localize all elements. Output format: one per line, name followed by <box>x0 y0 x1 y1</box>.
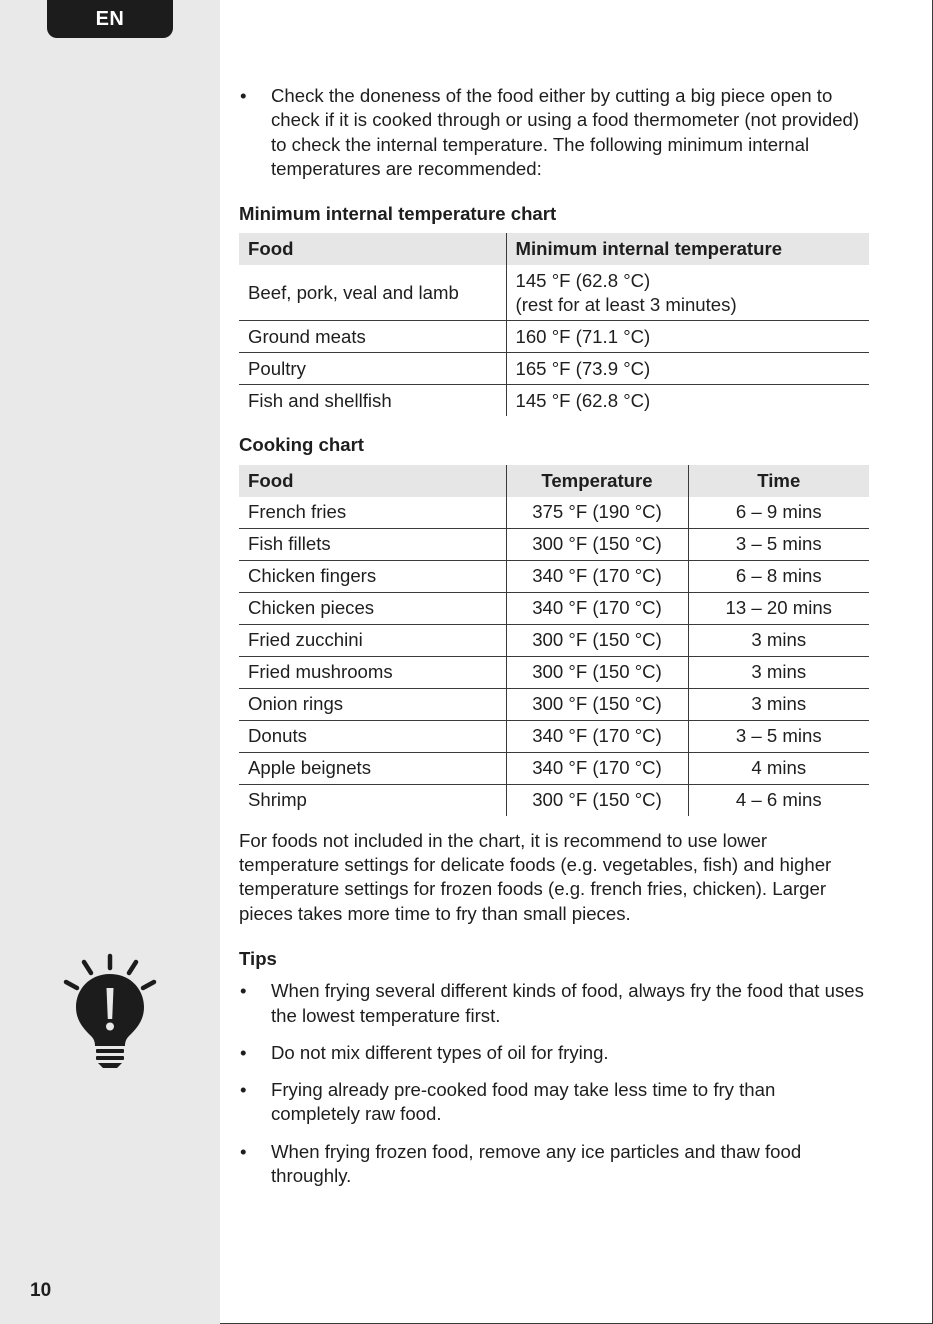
temperature-cell: 165 °F (73.9 °C) <box>506 353 869 385</box>
table-row <box>239 265 869 321</box>
time-cell: 3 mins <box>688 688 869 720</box>
food-cell: Chicken fingers <box>239 560 506 592</box>
food-cell: Fried zucchini <box>239 624 506 656</box>
foods-not-listed-note: For foods not included in the chart, it is recommend to use lower temperature settings for delicate foods (e.g. vegetables, fish) and higher temperature settings for frozen foods (e.g. french fries, chicken). Larger pieces takes more time to fry than small pieces. <box>239 829 832 924</box>
tip-item: • Do not mix different types of oil for frying. <box>239 1041 869 1065</box>
column-header-min-temp: Minimum internal temperature <box>506 233 869 265</box>
column-header-food: Food <box>239 233 506 265</box>
temperature-cell: 300 °F (150 °C) <box>506 528 688 560</box>
table-row <box>239 497 869 529</box>
temperature-cell: 340 °F (170 °C) <box>506 560 688 592</box>
cooking-chart-table <box>239 465 869 816</box>
food-cell: Poultry <box>239 353 506 385</box>
time-cell: 3 mins <box>688 624 869 656</box>
temperature-cell: 300 °F (150 °C) <box>506 784 688 816</box>
tip-item: • When frying frozen food, remove any ice particles and thaw food throughly. <box>239 1140 869 1189</box>
column-header-food: Food <box>239 465 506 497</box>
temperature-cell: 300 °F (150 °C) <box>506 656 688 688</box>
table-row <box>239 624 869 656</box>
intro-bullet: • Check the doneness of the food either by cutting a big piece open to check if it is cooked through or using a food thermometer (not provided) to check the internal temperature. The following minimum internal temperatures are recommended: <box>239 84 869 181</box>
time-cell: 13 – 20 mins <box>688 592 869 624</box>
table-row <box>239 752 869 784</box>
page-number: 10 <box>30 1280 52 1301</box>
time-cell: 3 mins <box>688 656 869 688</box>
temperature-value: 145 °F (62.8 °C) <box>515 269 651 291</box>
food-cell: Ground meats <box>239 321 506 353</box>
table-row <box>239 688 869 720</box>
time-cell: 3 – 5 mins <box>688 528 869 560</box>
tip-item: • Frying already pre-cooked food may take less time to fry than completely raw food. <box>239 1078 869 1127</box>
table-row <box>239 385 869 417</box>
food-cell: Apple beignets <box>239 752 506 784</box>
food-cell: French fries <box>239 497 506 529</box>
food-cell: Donuts <box>239 720 506 752</box>
table-row <box>239 656 869 688</box>
food-cell: Beef, pork, veal and lamb <box>239 265 506 321</box>
food-cell: Fish fillets <box>239 528 506 560</box>
temperature-cell: 145 °F (62.8 °C) <box>506 385 869 417</box>
temperature-cell: 340 °F (170 °C) <box>506 592 688 624</box>
food-cell: Chicken pieces <box>239 592 506 624</box>
temperature-chart-title: Minimum internal temperature chart <box>239 203 557 225</box>
temperature-chart-table <box>239 233 869 416</box>
temperature-cell: 300 °F (150 °C) <box>506 624 688 656</box>
food-cell: Onion rings <box>239 688 506 720</box>
time-cell: 6 – 9 mins <box>688 497 869 529</box>
temperature-cell: 340 °F (170 °C) <box>506 720 688 752</box>
sidebar <box>0 0 220 1324</box>
table-header-row <box>239 233 869 265</box>
table-row <box>239 720 869 752</box>
time-cell: 6 – 8 mins <box>688 560 869 592</box>
table-row <box>239 784 869 816</box>
table-row <box>239 528 869 560</box>
lightbulb-exclamation-icon <box>60 950 162 1070</box>
temperature-cell <box>506 265 869 321</box>
time-cell: 4 mins <box>688 752 869 784</box>
table-row <box>239 592 869 624</box>
temperature-cell: 300 °F (150 °C) <box>506 688 688 720</box>
table-row <box>239 560 869 592</box>
column-header-temperature: Temperature <box>506 465 688 497</box>
tip-item: • When frying several different kinds of food, always fry the food that uses the lowest temperature first. <box>239 979 869 1028</box>
cooking-chart-title: Cooking chart <box>239 434 364 456</box>
table-row <box>239 321 869 353</box>
time-cell: 3 – 5 mins <box>688 720 869 752</box>
table-row <box>239 353 869 385</box>
tips-title: Tips <box>239 947 277 969</box>
table-header-row <box>239 465 869 497</box>
rest-note: (rest for at least 3 minutes) <box>515 293 737 315</box>
language-tab: EN <box>47 0 173 38</box>
temperature-cell: 340 °F (170 °C) <box>506 752 688 784</box>
food-cell: Fried mushrooms <box>239 656 506 688</box>
temperature-cell: 375 °F (190 °C) <box>506 497 688 529</box>
food-cell: Fish and shellfish <box>248 389 392 411</box>
main-content <box>239 84 869 1188</box>
time-cell: 4 – 6 mins <box>688 784 869 816</box>
food-cell: Shrimp <box>248 789 307 811</box>
temperature-cell: 160 °F (71.1 °C) <box>506 321 869 353</box>
column-header-time: Time <box>688 465 869 497</box>
tips-list <box>239 979 869 1188</box>
